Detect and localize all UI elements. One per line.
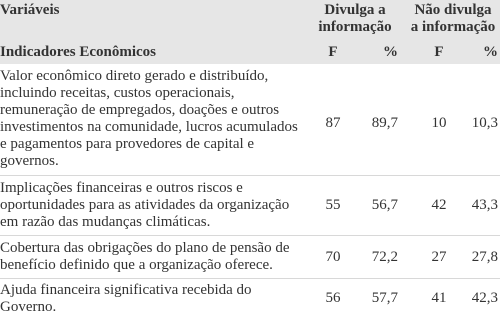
row-4-f-no: 41 (431, 290, 447, 306)
row-separator (0, 278, 500, 279)
f-no-header: F (434, 44, 444, 60)
row-3-pct-yes: 72,2 (371, 249, 398, 265)
row-4-pct-yes: 57,7 (371, 290, 398, 306)
row-2-description: Implicações financeiras e outros riscos e oportunidades para as atividades da organização em razão das mudanças climáticas. (0, 180, 290, 230)
variables-header: Variáveis (0, 2, 60, 18)
row-3-f-yes: 70 (325, 249, 341, 265)
row-1-f-no: 10 (431, 115, 447, 131)
row-4-pct-no: 42,3 (471, 290, 498, 306)
pct-no-header: % (483, 44, 498, 60)
row-separator (0, 175, 500, 176)
row-2-f-yes: 55 (325, 197, 341, 213)
not-discloses-header-line-1: Não divulga (414, 2, 492, 18)
discloses-header-line-2: informação (318, 19, 392, 35)
row-4-f-yes: 56 (325, 290, 341, 306)
row-3-description: Cobertura das obrigações do plano de pensão de benefício definido que a organização oferece. (0, 240, 290, 273)
row-2-pct-no: 43,3 (471, 197, 498, 213)
row-2-f-no: 42 (431, 197, 447, 213)
section-title: Indicadores Econômicos (0, 44, 156, 60)
row-4-description: Ajuda financeira significativa recebida do Governo. (0, 282, 252, 315)
not-discloses-header-line-2: a informação (410, 19, 496, 35)
row-1-pct-yes: 89,7 (371, 115, 398, 131)
pct-yes-header: % (383, 44, 398, 60)
row-separator (0, 235, 500, 236)
row-1-f-yes: 87 (325, 115, 341, 131)
f-yes-header: F (328, 44, 338, 60)
row-3-f-no: 27 (431, 249, 447, 265)
row-1-description: Valor econômico direto gerado e distribuído, incluindo receitas, custos operacionais, remuneração de empregados, doações e outros investimentos na comunidade, lucros acumulados e pagamentos para provedores de capital e governos. (0, 68, 298, 169)
discloses-header-line-1: Divulga a (324, 2, 386, 18)
row-2-pct-yes: 56,7 (371, 197, 398, 213)
row-3-pct-no: 27,8 (471, 249, 498, 265)
row-1-pct-no: 10,3 (471, 115, 498, 131)
